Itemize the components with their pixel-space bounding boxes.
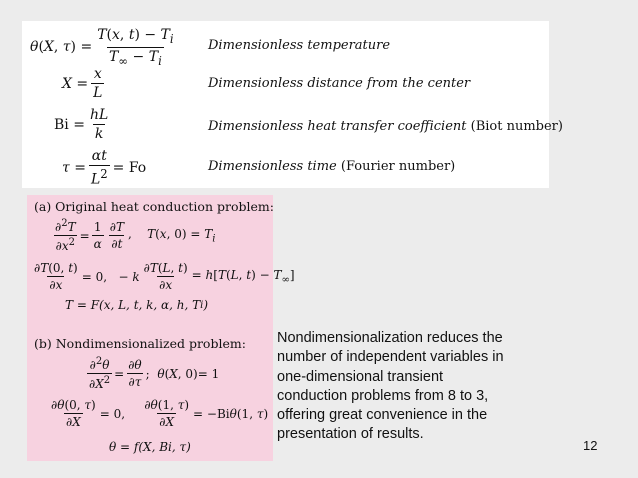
nondim-problem-title: (b) Nondimensionalized problem: — [34, 336, 246, 351]
definition-description: Dimensionless temperature — [208, 38, 391, 53]
tau-definition: τ = $\frac{\alpha t}{L^2}$ = Fo — [62, 148, 147, 188]
original-pde: $\frac{\partial^2T}{\partial x^2}$ = $\frac{1}{\alpha}$ $\frac{\partial T}{\partial t}$ , T(x, $0) = T_i$ — [55, 218, 216, 253]
theta-definition: θ(X, τ) = $\frac{T(x, t) - T_i}{T_\infty - T_i}$ — [30, 27, 174, 68]
original-boundary-conditions: $\frac{\partial T(0, t)}{\partial x}$ = 0, − k $\frac{\partial T(L, t)}{\partial x}$ = h[T(L, $t) - T_\infty$] — [34, 261, 295, 292]
definitions-panel — [22, 21, 563, 188]
bi-definition: Bi = $\frac{hL}{k}$ — [54, 107, 109, 142]
nondim-pde: $\frac{\partial^2\theta}{\partial X^2}$ = $\frac{\partial\theta}{\partial\tau}$ ; θ(X, 0)= 1 — [89, 356, 220, 391]
original-solution-function: T = F(x, L, t, k, α, h, T i ) — [65, 298, 209, 312]
nondim-boundary-conditions: $\frac{\partial\theta(0, \tau)}{\partial X}$ = 0, $\frac{\partial\theta(1, \tau)}{\partial X}$ = −Biθ(1, τ) — [51, 398, 269, 429]
problem-comparison-panel — [27, 195, 295, 461]
x-definition: X = $\frac{x}{L}$ — [62, 66, 103, 101]
caption-text: Nondimensionalization reduces the number of independent variables in one-dimensional transient conduction problems from 8 to 3, offering great convenience in the presentation of results. — [277, 330, 504, 443]
definition-description: Dimensionless heat transfer coefficient (Biot number) — [208, 119, 563, 134]
definition-description: Dimensionless time (Fourier number) — [208, 159, 456, 174]
nondim-solution-function: θ = f(X, Bi, τ) — [109, 440, 191, 454]
page-number: 12 — [583, 438, 598, 453]
definition-description: Dimensionless distance from the center — [208, 76, 471, 91]
original-problem-title: (a) Original heat conduction problem: — [34, 199, 274, 214]
